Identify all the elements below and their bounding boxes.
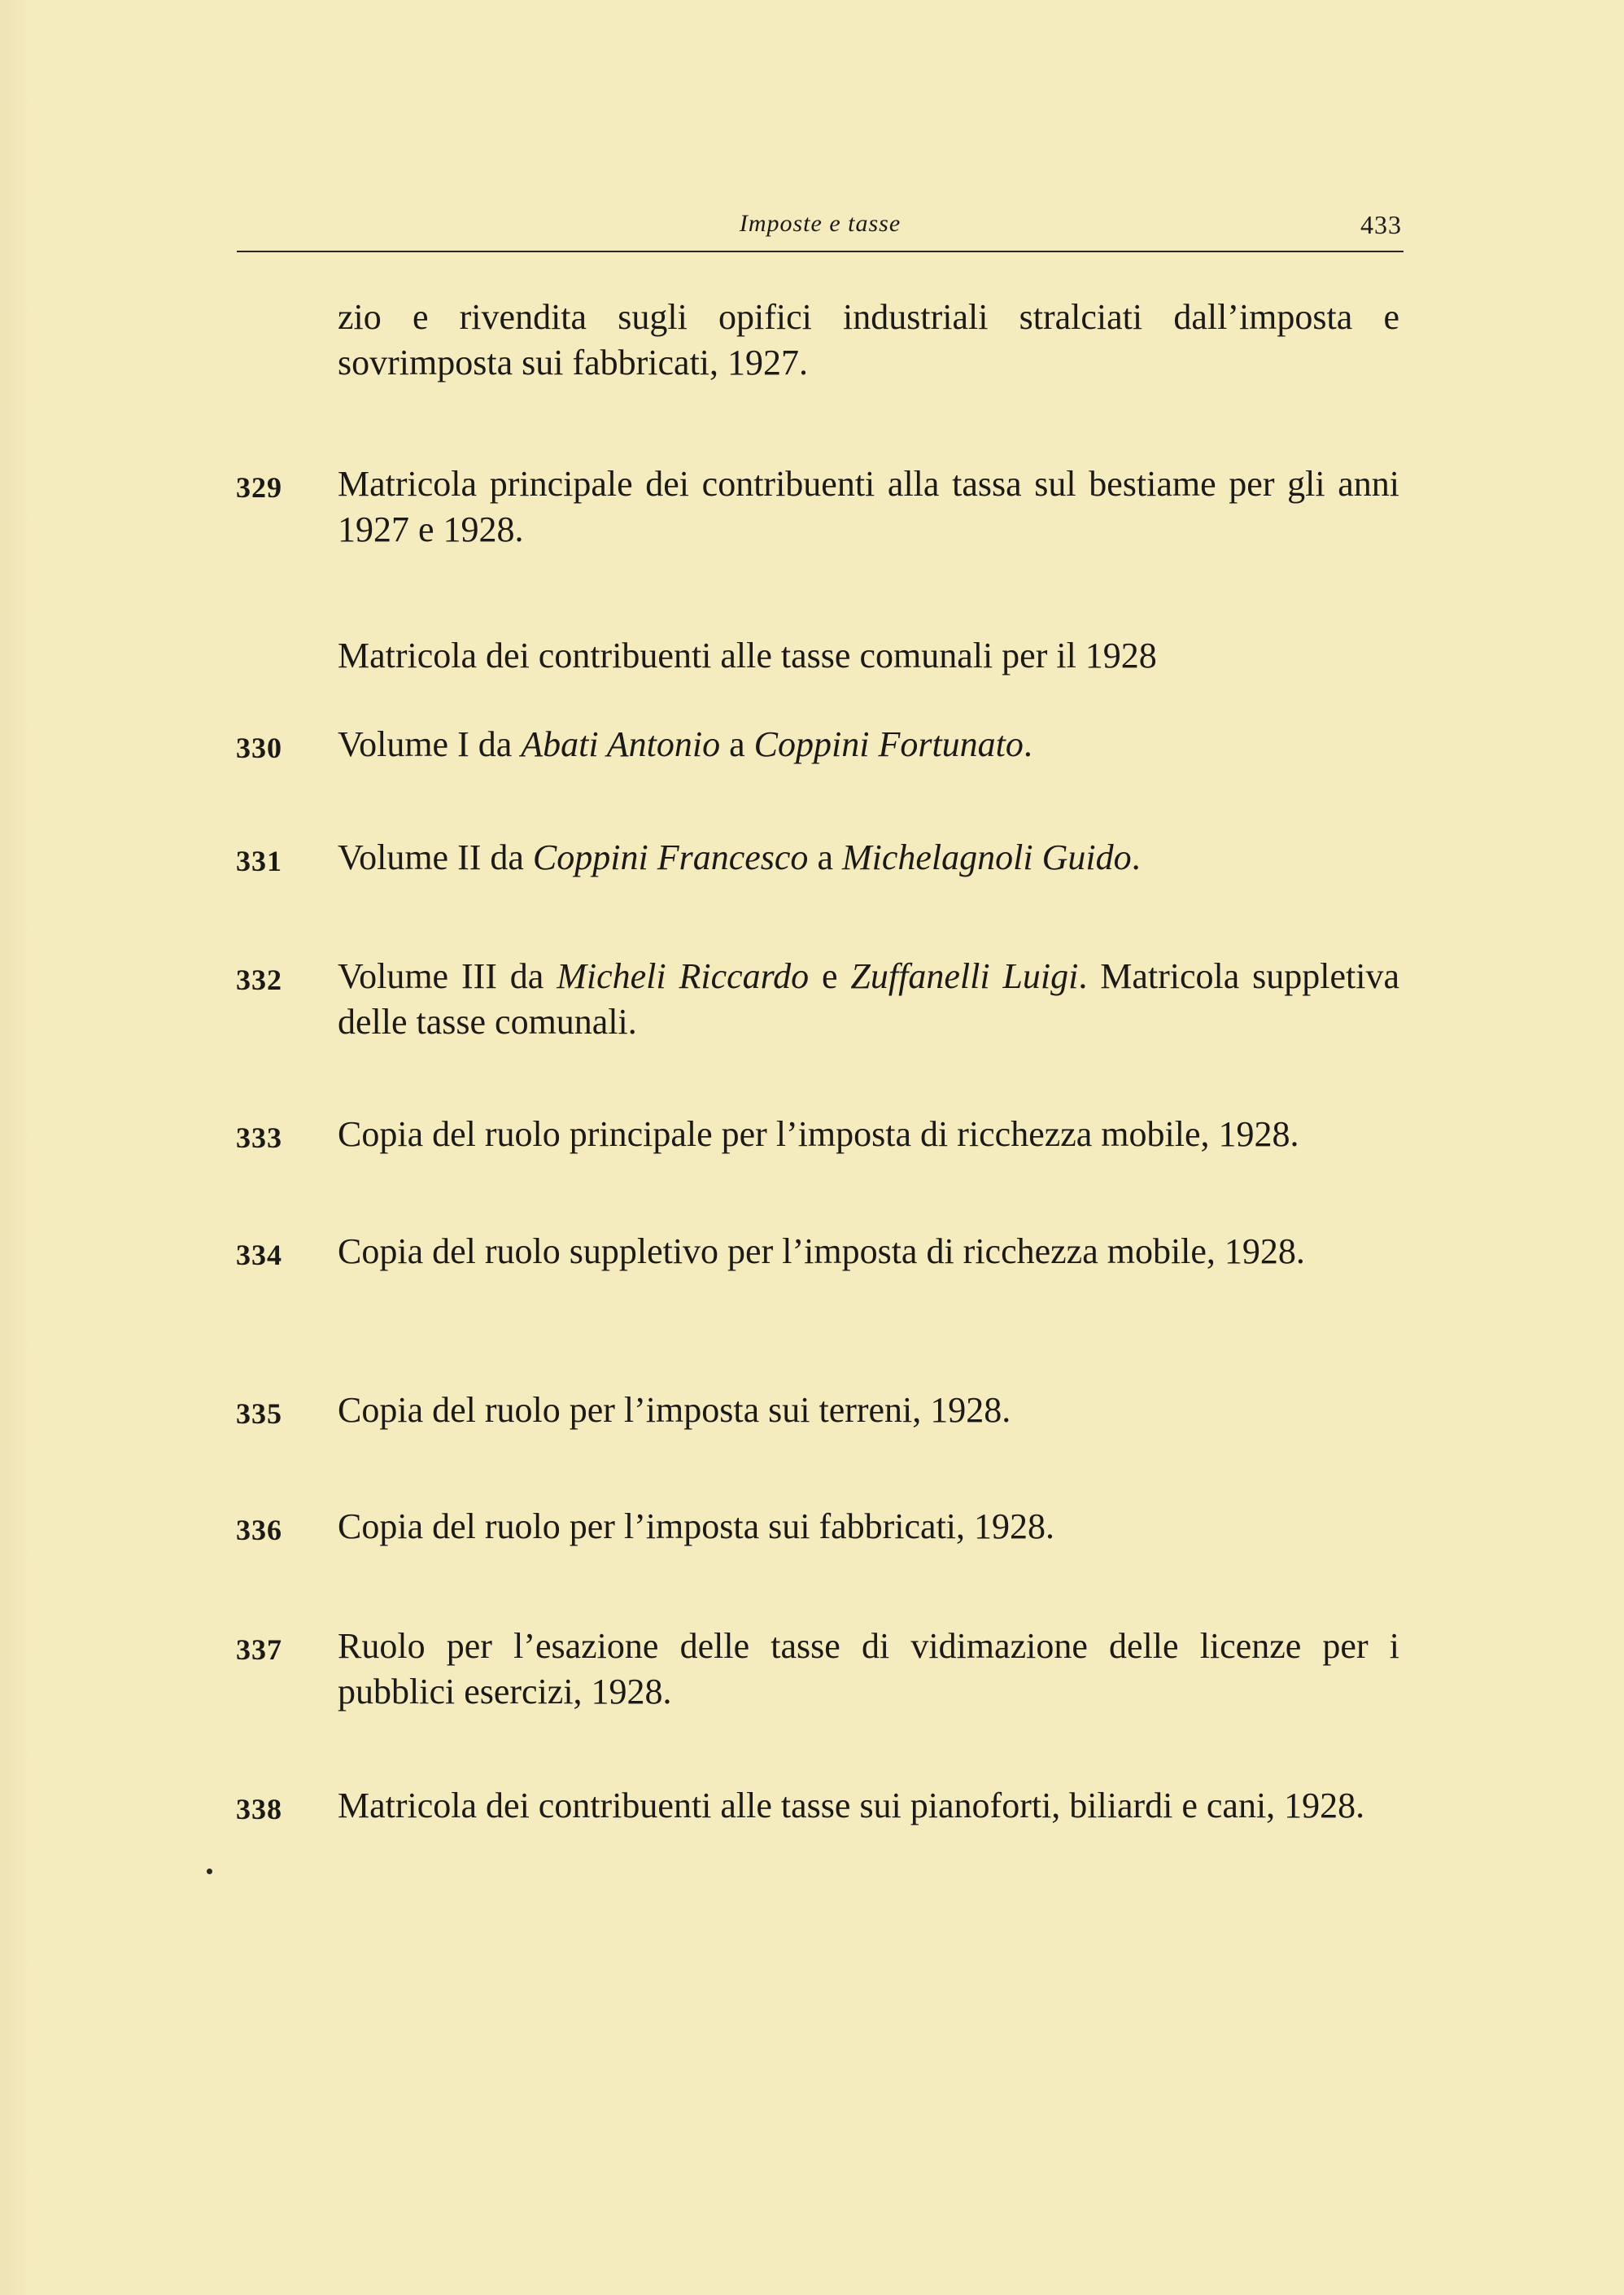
entry-number: 330 [236,732,282,764]
entry-connector: e [809,956,851,996]
entry-336 [236,1504,1399,1550]
entry-number: 333 [236,1121,282,1154]
entry-number: 335 [236,1397,282,1430]
entry-number: 329 [236,471,282,504]
entry-number: 334 [236,1239,282,1271]
entry-text: Copia del ruolo suppletivo per l’imposta di ricchezza mobile, 1928. [338,1231,1305,1271]
entry-number: 337 [236,1633,282,1666]
entry-332 [236,954,1399,1045]
entry-331 [236,835,1399,881]
entry-suffix: . [1023,724,1032,764]
person-name-to: Coppini Fortunato [753,724,1024,764]
entry-prefix: Volume II da [338,837,533,877]
entry-334 [236,1229,1399,1274]
entry-333 [236,1112,1399,1157]
entry-text: Copia del ruolo per l’imposta sui fabbricati, 1928. [338,1506,1055,1546]
entry-number: 338 [236,1793,282,1825]
entry-suffix: . [1131,837,1141,877]
entry-text: Ruolo per l’esazione delle tasse di vidimazione delle licenze per i pubblici esercizi, 1928. [338,1626,1399,1711]
entry-text [338,954,1399,1045]
entry-text: Copia del ruolo principale per l’imposta di ricchezza mobile, 1928. [338,1114,1299,1154]
entry-number: 332 [236,964,282,996]
entry-prefix: Volume I da [338,724,522,764]
entry-connector: a [720,724,754,764]
section-heading: Matricola dei contribuenti alle tasse comunali per il 1928 [338,636,1157,675]
entry-text: Matricola principale dei contribuenti alla tassa sul bestiame per gli anni 1927 e 1928. [338,464,1399,549]
entry-text [338,835,1399,881]
entry-number: 331 [236,845,282,877]
person-name-to: Zuffanelli Luigi [850,956,1079,996]
entry-330 [236,722,1399,767]
entry-335 [236,1388,1399,1433]
person-name-from: Coppini Francesco [532,837,809,877]
page-number: 433 [1360,210,1402,239]
entry-connector: a [808,837,842,877]
section-heading-entry [236,633,1399,679]
person-name-from: Micheli Riccardo [557,956,810,996]
ink-dot [207,1869,212,1874]
entry-prefix: Volume III da [338,956,557,996]
entry-number: 336 [236,1514,282,1546]
entry-text: Matricola dei contribuenti alle tasse sui pianoforti, biliardi e cani, 1928. [338,1786,1365,1825]
person-name-from: Abati Antonio [521,724,721,764]
entry-suffix: . Matricola suppletiva delle tasse comunali. [338,956,1399,1042]
entry-338 [236,1783,1399,1829]
person-name-to: Michelagnoli Guido [841,837,1132,877]
continuation-entry [236,295,1399,386]
entry-text: zio e rivendita sugli opifici industriali stralciati dall’imposta e sovrimposta sui fabbricati, 1927. [338,297,1399,382]
entry-329 [236,461,1399,553]
running-title: Imposte e tasse [739,210,901,237]
entry-text [338,722,1399,767]
entry-text: Copia del ruolo per l’imposta sui terreni, 1928. [338,1390,1011,1430]
entry-337 [236,1624,1399,1715]
running-head [237,202,1404,252]
